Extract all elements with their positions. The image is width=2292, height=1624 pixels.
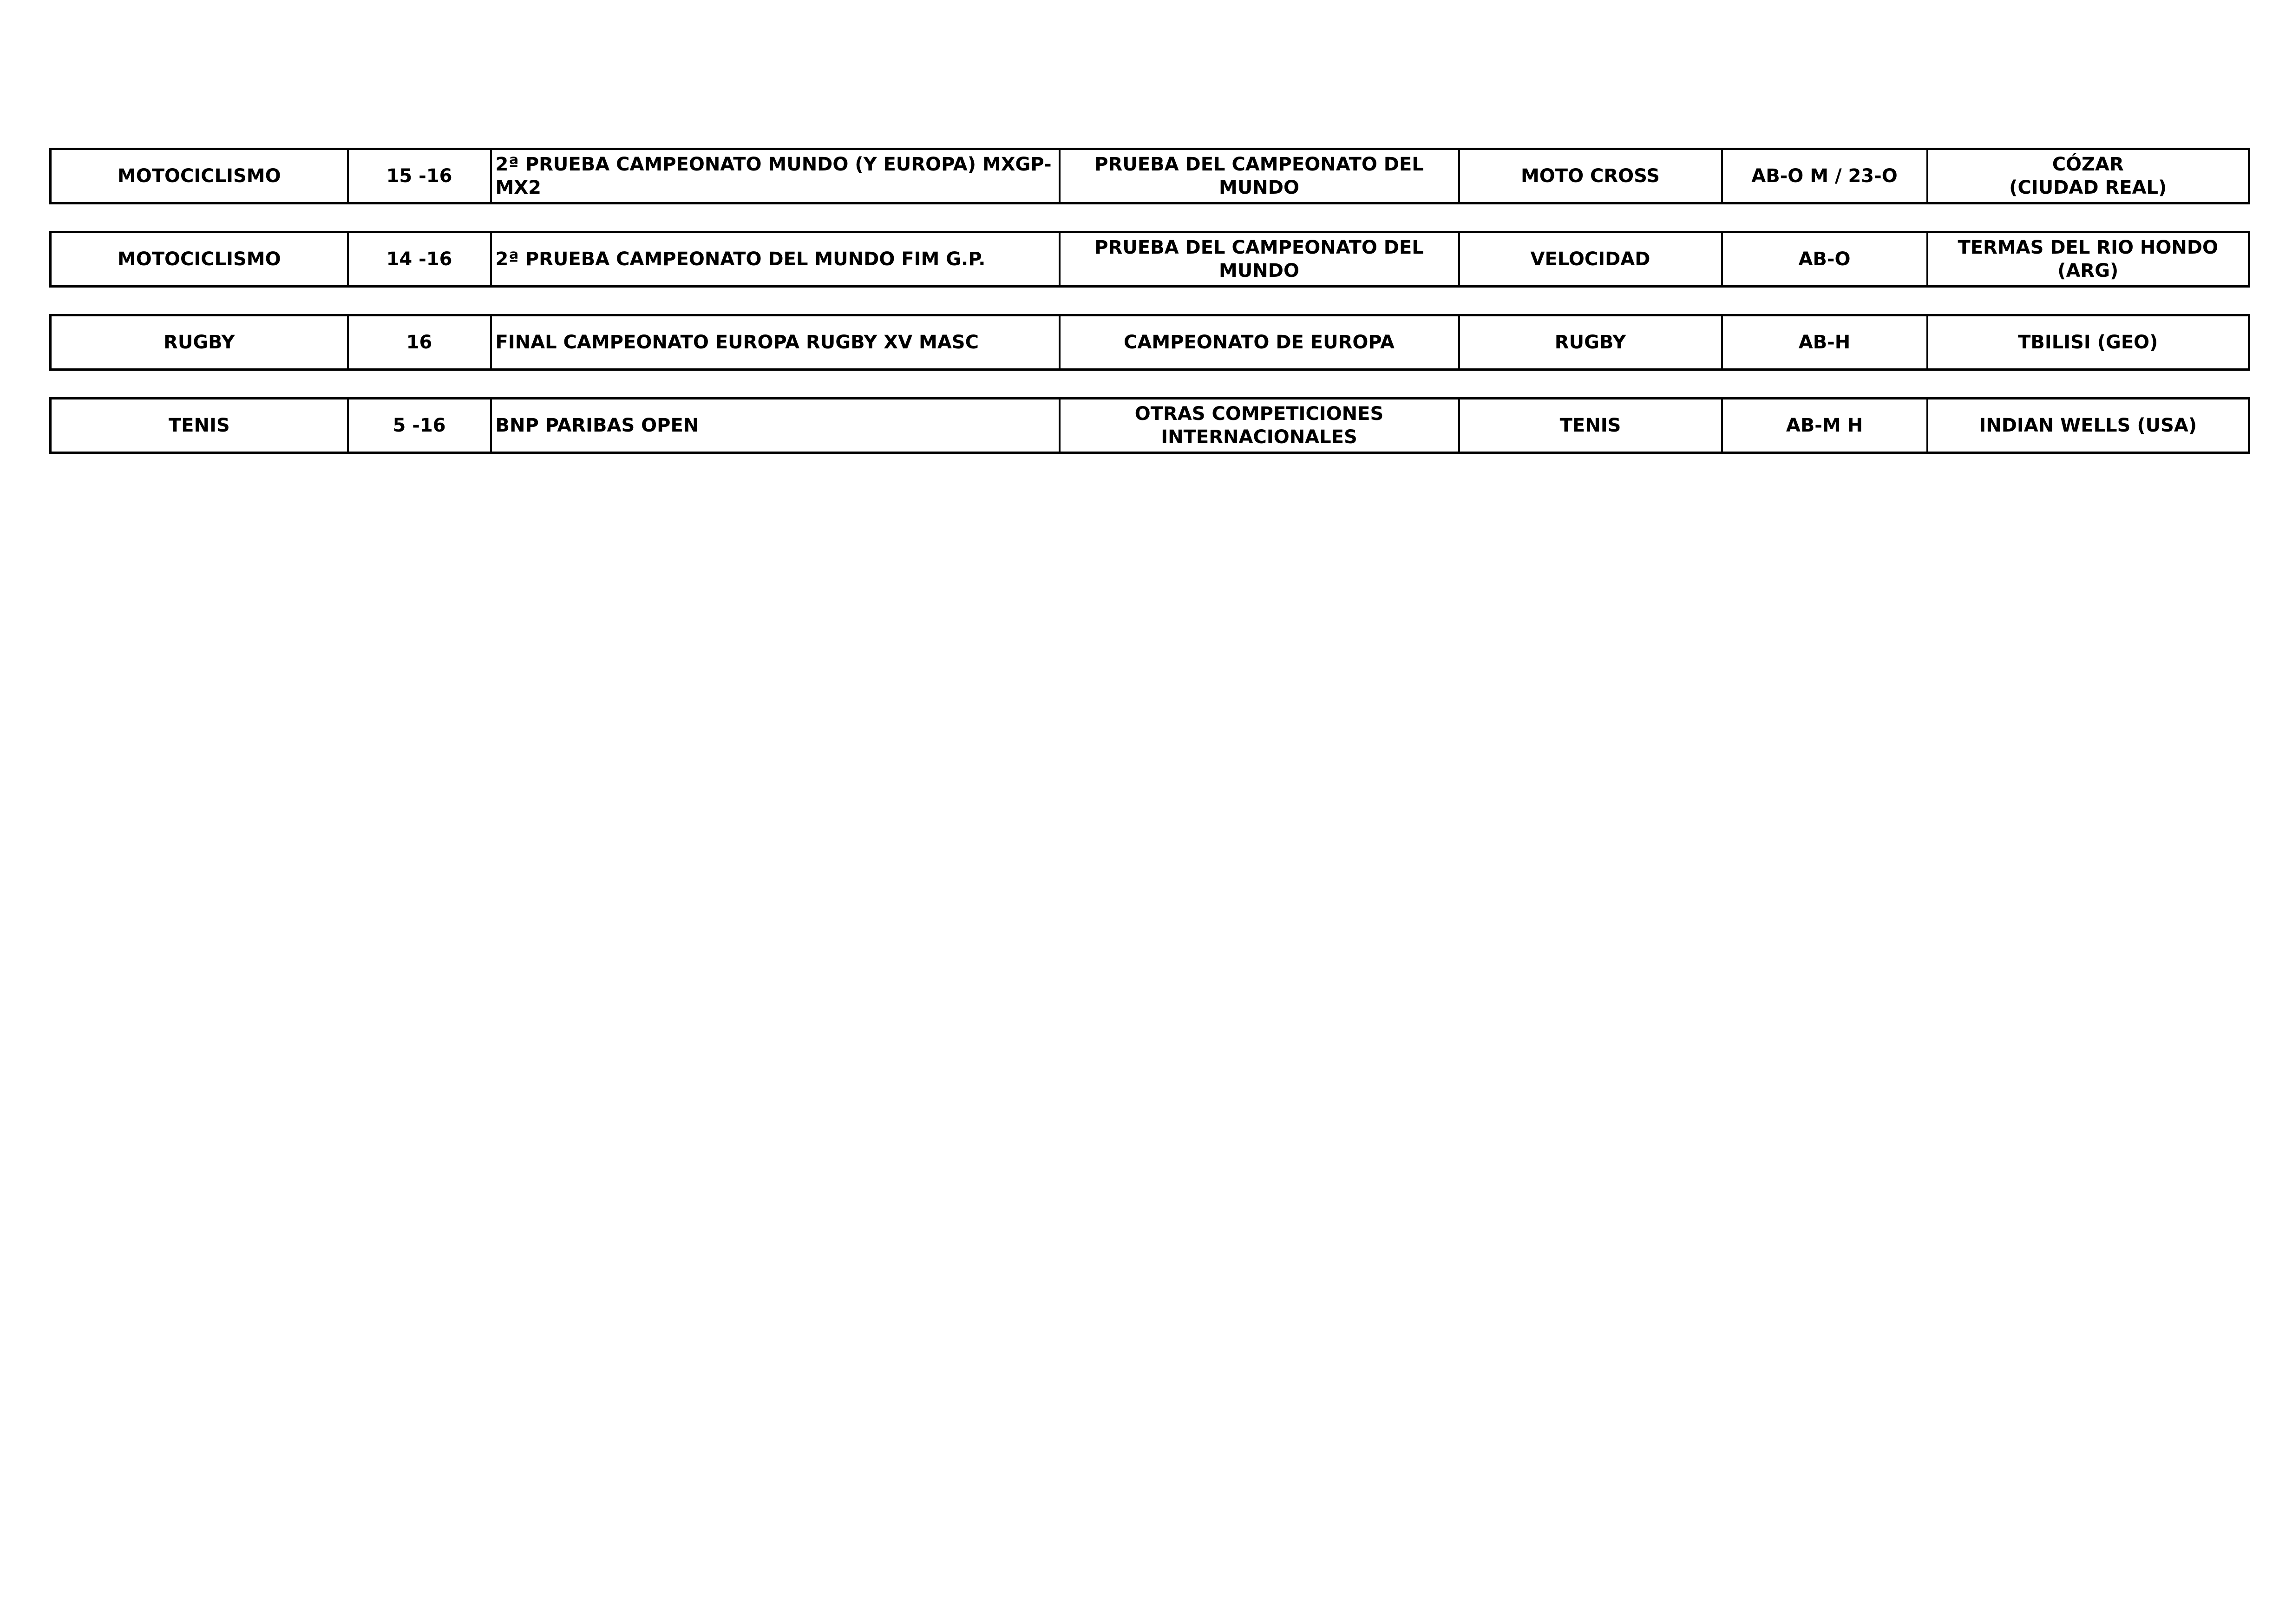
competition-row <box>49 231 2250 288</box>
competition-row <box>49 397 2250 454</box>
location-cell: TBILISI (GEO) <box>1927 315 2249 370</box>
competition-list <box>49 148 2248 480</box>
location-cell: CÓZAR (CIUDAD REAL) <box>1927 149 2249 203</box>
dates-cell: 16 <box>348 315 491 370</box>
competition-type-cell: OTRAS COMPETICIONES INTERNACIONALES <box>1060 399 1459 453</box>
category-cell: AB-O M / 23-O <box>1722 149 1927 203</box>
competition-type-cell: PRUEBA DEL CAMPEONATO DEL MUNDO <box>1060 232 1459 287</box>
competition-type-cell: PRUEBA DEL CAMPEONATO DEL MUNDO <box>1060 149 1459 203</box>
sport-cell: TENIS <box>51 399 348 453</box>
discipline-cell: VELOCIDAD <box>1459 232 1722 287</box>
discipline-cell: MOTO CROSS <box>1459 149 1722 203</box>
sport-cell: MOTOCICLISMO <box>51 232 348 287</box>
event-cell: 2ª PRUEBA CAMPEONATO MUNDO (Y EUROPA) MXGP- MX2 <box>491 149 1060 203</box>
competition-row <box>49 148 2250 204</box>
competition-row <box>49 314 2250 371</box>
dates-cell: 5 -16 <box>348 399 491 453</box>
location-cell: INDIAN WELLS (USA) <box>1927 399 2249 453</box>
category-cell: AB-H <box>1722 315 1927 370</box>
dates-cell: 14 -16 <box>348 232 491 287</box>
discipline-cell: RUGBY <box>1459 315 1722 370</box>
sport-cell: MOTOCICLISMO <box>51 149 348 203</box>
category-cell: AB-O <box>1722 232 1927 287</box>
discipline-cell: TENIS <box>1459 399 1722 453</box>
event-cell: 2ª PRUEBA CAMPEONATO DEL MUNDO FIM G.P. <box>491 232 1060 287</box>
sport-cell: RUGBY <box>51 315 348 370</box>
category-cell: AB-M H <box>1722 399 1927 453</box>
event-cell: BNP PARIBAS OPEN <box>491 399 1060 453</box>
event-cell: FINAL CAMPEONATO EUROPA RUGBY XV MASC <box>491 315 1060 370</box>
location-cell: TERMAS DEL RIO HONDO (ARG) <box>1927 232 2249 287</box>
competition-type-cell: CAMPEONATO DE EUROPA <box>1060 315 1459 370</box>
dates-cell: 15 -16 <box>348 149 491 203</box>
